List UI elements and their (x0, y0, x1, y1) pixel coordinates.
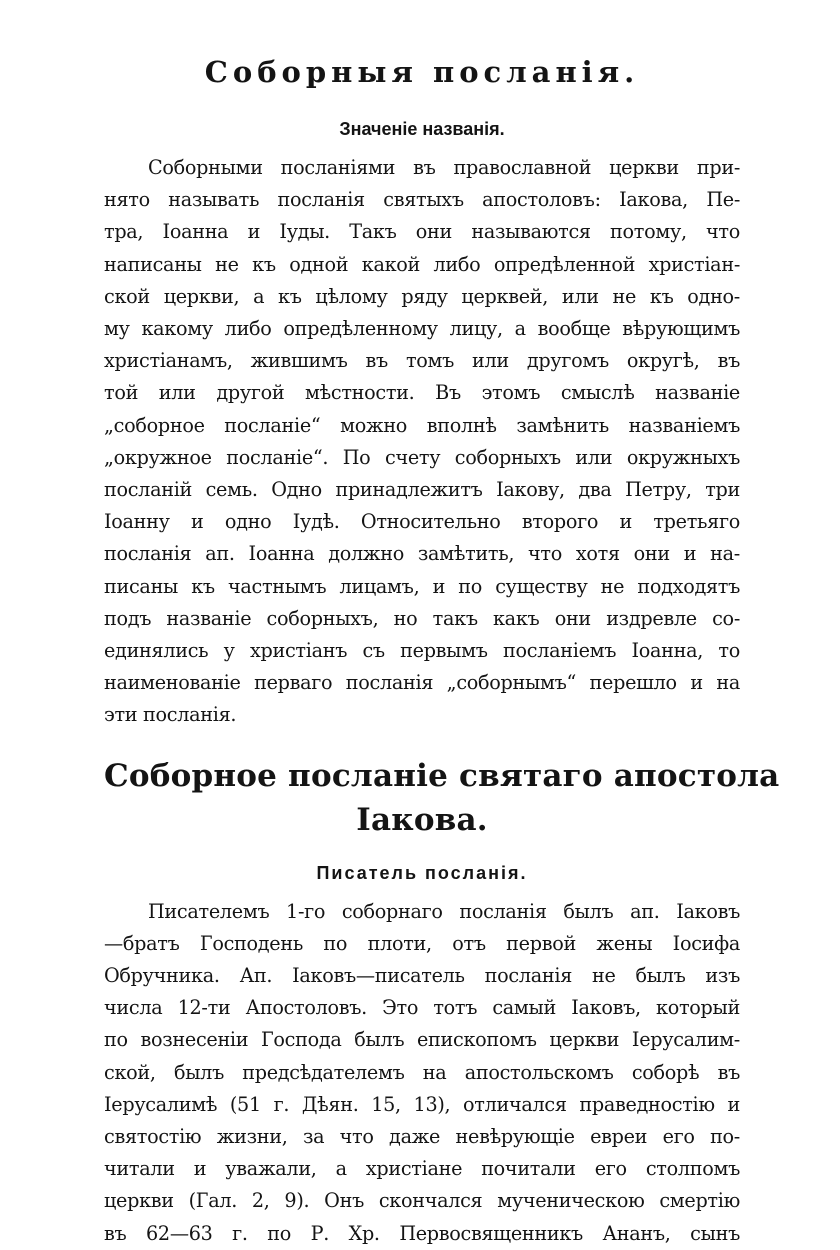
text-line: ской церкви, а къ цѣлому ряду церквей, или не къ одно- (104, 284, 740, 308)
text-line: Писателемъ 1-го соборнаго посланія былъ ап. Іаковъ (148, 899, 740, 923)
text-line: посланій семь. Одно принадлежитъ Іакову, два Петру, три (104, 478, 740, 502)
text-line: —братъ Господень по плоти, отъ первой жены Іосифа (104, 931, 740, 955)
text-line: тра, Іоанна и Іуды. Такъ они называются потому, что (104, 220, 740, 244)
text-line: Соборными посланіями въ православной церкви при- (148, 156, 740, 179)
text-line: эти посланія. (104, 703, 237, 727)
section-title-epistle-of-james (104, 754, 780, 842)
text-line: Обручника. Ап. Іаковъ—писатель посланія не былъ изъ (104, 964, 740, 988)
section-title-catholic-epistles: Соборныя посланія. (204, 55, 640, 89)
text-line: Іоанну и одно Іудѣ. Относительно второго и третьяго (104, 510, 740, 534)
title-line: Іакова. (356, 801, 488, 838)
paragraph-author (104, 896, 740, 1250)
text-line: въ 62—63 г. по Р. Хр. Первосвященникъ Ананъ, сынъ (104, 1221, 740, 1245)
subheading-meaning-of-name: Значеніе названія. (339, 119, 505, 139)
text-line: нято называть посланія святыхъ апостоловъ: Іакова, Пе- (104, 188, 740, 212)
text-line: христіанамъ, жившимъ въ томъ или другомъ округѣ, въ (104, 349, 740, 373)
text-line: наименованіе перваго посланія „соборнымъ“ перешло и на (104, 671, 740, 695)
text-line: му какому либо опредѣленному лицу, а вообще вѣрующимъ (104, 317, 740, 341)
text-line: числа 12-ти Апостоловъ. Это тотъ самый Іаковъ, который (104, 996, 740, 1020)
text-line: той или другой мѣстности. Въ этомъ смыслѣ названіе (104, 381, 740, 405)
text-line: писаны къ частнымъ лицамъ, и по существу не подходятъ (104, 574, 740, 598)
text-line: церкви (Гал. 2, 9). Онъ скончался мученическою смертію (104, 1189, 740, 1213)
text-line: читали и уважали, а христіане почитали его столпомъ (104, 1157, 740, 1181)
text-line: Іерусалимѣ (51 г. Дѣян. 15, 13), отличался праведностію и (104, 1092, 740, 1116)
text-line: по вознесеніи Господа былъ епископомъ церкви Іерусалим- (104, 1028, 740, 1052)
text-line: ской, былъ предсѣдателемъ на апостольскомъ соборѣ въ (104, 1060, 740, 1084)
text-line: единялись у христіанъ съ первымъ посланіемъ Іоанна, то (104, 639, 740, 663)
text-line: святостію жизни, за что даже невѣрующіе евреи его по- (104, 1125, 740, 1149)
text-line: „соборное посланіе“ можно вполнѣ замѣнить названіемъ (104, 413, 740, 437)
subheading-author: Писатель посланія. (316, 862, 528, 883)
page (104, 52, 780, 1250)
text-line: „окружное посланіе“. По счету соборныхъ или окружныхъ (104, 445, 740, 469)
text-line: подъ названіе соборныхъ, но такъ какъ они издревле со- (104, 606, 740, 630)
text-line: посланія ап. Іоанна должно замѣтить, что хотя они и на- (104, 542, 740, 566)
paragraph-meaning (104, 152, 740, 732)
title-line: Соборное посланіе святаго апостола (104, 757, 780, 794)
text-line: написаны не къ одной какой либо опредѣленной христіан- (104, 252, 740, 276)
